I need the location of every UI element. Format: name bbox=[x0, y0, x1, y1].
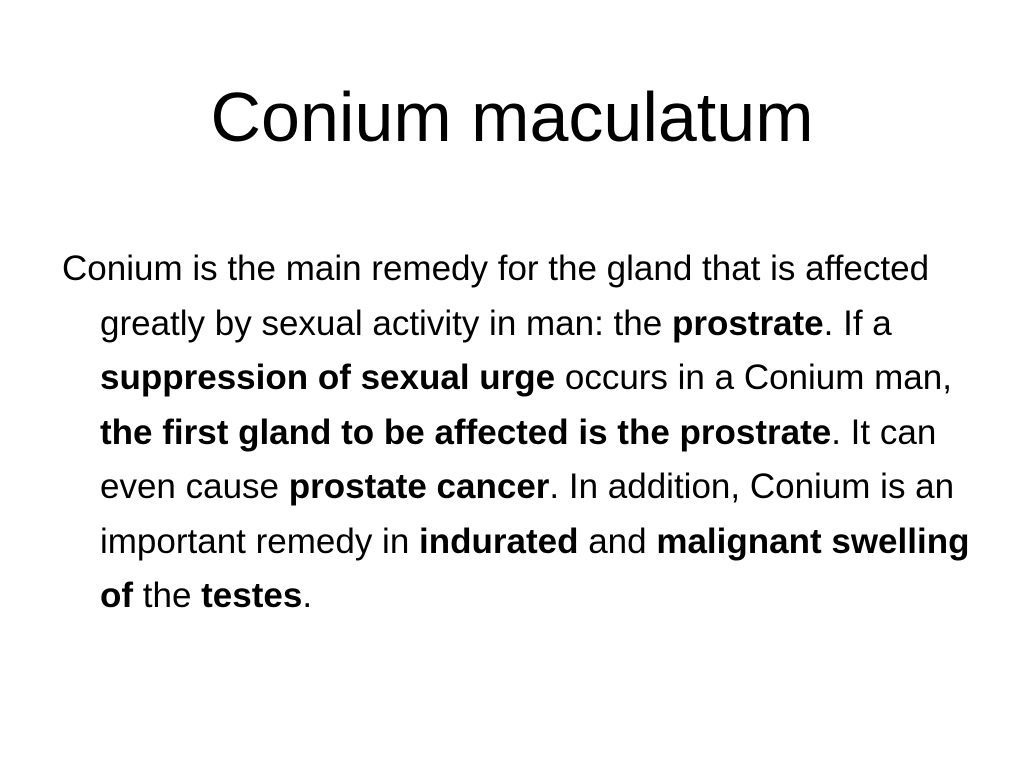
text-run-bold: prostrate bbox=[671, 303, 824, 343]
text-run: . If a bbox=[823, 303, 892, 343]
text-run: . bbox=[302, 576, 313, 615]
text-run-bold: the first gland to be affected is the prostrate bbox=[100, 412, 832, 452]
slide-body-paragraph bbox=[62, 242, 1010, 624]
slide-title: Conium maculatum bbox=[210, 78, 814, 156]
text-run: occurs in a Conium man, bbox=[555, 358, 952, 397]
text-run: Conium is the main remedy for the gland that is affected greatly by sexual activity in man: the bbox=[62, 249, 930, 343]
text-run: the bbox=[133, 576, 202, 615]
text-run-bold: testes bbox=[201, 576, 303, 615]
text-run-bold: prostate cancer bbox=[288, 467, 550, 506]
text-run: . In addition, Conium is an important remedy in bbox=[100, 467, 955, 561]
text-run: and bbox=[578, 521, 657, 561]
text-run-bold: indurated bbox=[419, 521, 579, 561]
text-run-bold: malignant swelling of bbox=[100, 521, 970, 615]
text-run-bold: suppression of sexual urge bbox=[100, 358, 556, 397]
text-run: . It can even cause bbox=[100, 412, 937, 506]
